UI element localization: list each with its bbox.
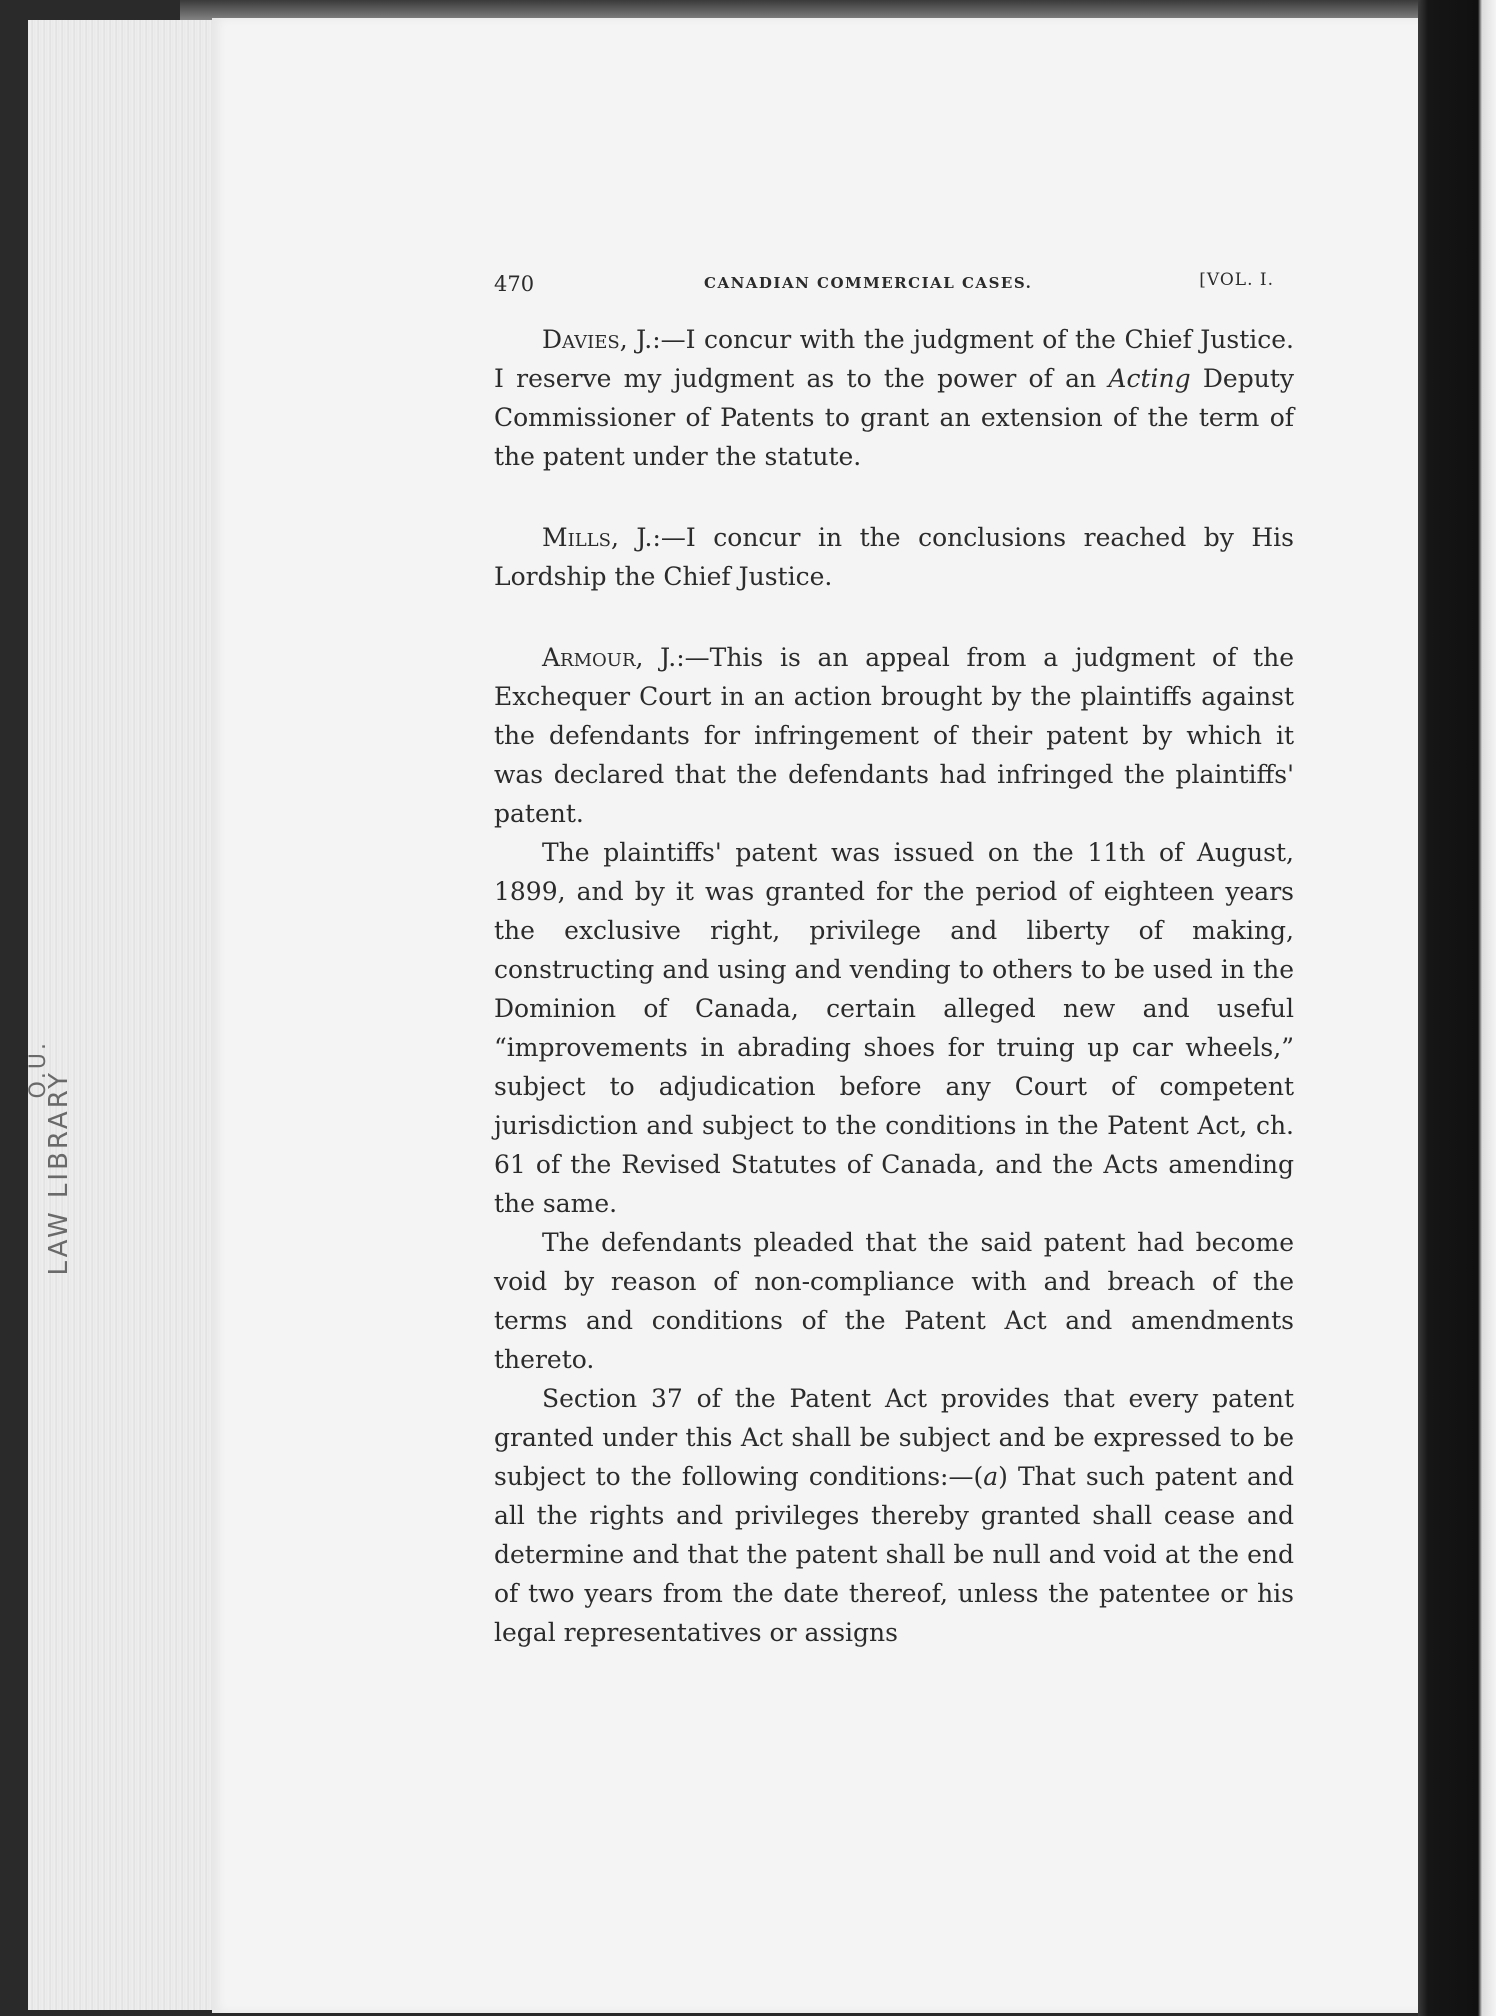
paragraph-section-37 [494,1379,1294,1652]
paragraph-armour [494,638,1294,833]
judge-name: Davies, J. [542,325,653,354]
spine-stamp-line2: O.U. [26,1040,51,1099]
paragraph-text: ) That such patent and all the rights and privileges thereby granted shall cease and determine and that the patent shall be null and void at the end of two years from the date thereof, unless the patentee or his legal representatives or assigns [494,1462,1294,1647]
judge-name: Mills, J. [542,523,653,552]
volume-label: [VOL. I. [1199,270,1274,290]
running-title: CANADIAN COMMERCIAL CASES. [704,274,1033,292]
paragraph-davies [494,320,1294,476]
paragraph-text: :—I concur with the judgment of the Chief Justice. I reserve my judgment as to the power of an [494,325,1294,393]
right-gutter [1418,0,1496,2016]
italic-text: Acting [1108,364,1191,393]
paragraph-text: Deputy Commissioner of Patents to grant an extension of the term of the patent under the statute. [494,364,1294,471]
spine-stamp [26,1040,90,1280]
page-number: 470 [494,272,535,296]
paragraph-text: :—I concur in the conclusions reached by His Lordship the Chief Justice. [494,523,1294,591]
italic-text: a [983,1462,999,1491]
paragraph-defendants-pleaded: The defendants pleaded that the said patent had become void by reason of non-compliance with and breach of the terms and conditions of the Patent Act and amendments thereto. [494,1228,1294,1374]
paragraph-patent-issued: The plaintiffs' patent was issued on the 11th of August, 1899, and by it was granted for the period of eighteen years the exclusive right, privilege and liberty of making, constructing and using and vending to others to be used in the Dominion of Canada, certain alleged new and useful “improvements in abrading shoes for truing up car wheels,” subject to adjudication before any Court of competent jurisdiction and subject to the conditions in the Patent Act, ch. 61 of the Revised Statutes of Canada, and the Acts amending the same. [494,838,1294,1218]
paragraph-text: :—This is an appeal from a judgment of the Exchequer Court in an action brought by the plaintiffs against the defendants for infringement of their patent by which it was declared that the defendants had infringed the plaintiffs' patent. [494,643,1294,828]
paragraph-text: Section 37 of the Patent Act provides that every patent granted under this Act shall be subject and be expressed to be subject to the following conditions:—( [494,1384,1294,1491]
running-head [494,260,1294,300]
paragraph-mills [494,518,1294,596]
book-page-edges [28,20,220,2010]
bleed-through-text [208,1020,248,1340]
spine-stamp-line1: LAW LIBRARY [44,1070,74,1276]
judge-name: Armour, J. [542,643,677,672]
page-text-block [494,260,1294,1652]
